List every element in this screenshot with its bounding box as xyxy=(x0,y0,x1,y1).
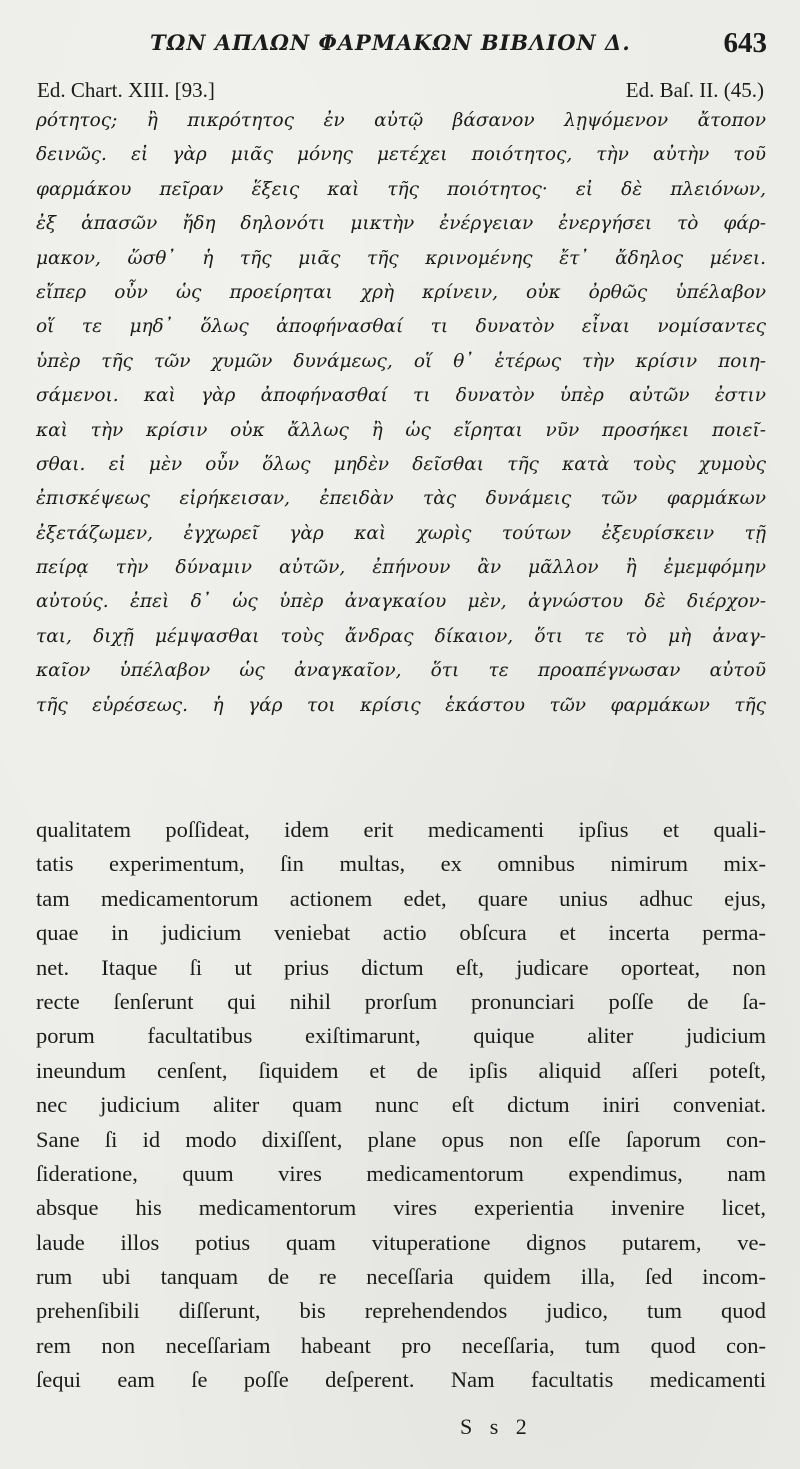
latin-line: rum ubi tanquam de re neceſſaria quidem illa, ſed incom- xyxy=(36,1264,766,1290)
latin-line: tatis experimentum, ſin multas, ex omnibus nimirum mix- xyxy=(36,851,766,877)
latin-line: rem non neceſſariam habeant pro neceſſaria, tum quod con- xyxy=(36,1332,766,1358)
greek-line: καῖον ὑπέλαβον ὡς ἀναγκαῖον, ὅτι τε προαπέγνωσαν αὐτοῦ xyxy=(36,660,766,682)
greek-line: ὑπὲρ τῆς τῶν χυμῶν δυνάμεως, οἵ θ᾽ ἑτέρως τὴν κρίσιν ποιη- xyxy=(36,350,766,372)
greek-line: ἐξετάζωμεν, ἐγχωρεῖ γὰρ καὶ χωρὶς τούτων ἐξευρίσκειν τῇ xyxy=(36,522,766,544)
edition-reference-right: Ed. Baſ. II. (45.) xyxy=(625,78,764,102)
latin-line: laude illos potius quam vituperatione dignos putarem, ve- xyxy=(36,1229,766,1255)
greek-text-block xyxy=(36,104,766,723)
latin-line: recte ſenſerunt qui nihil prorſum pronunciari poſſe de ſa- xyxy=(36,988,766,1014)
page-number: 643 xyxy=(723,27,767,59)
greek-line: μακον, ὥσθ᾽ ἡ τῆς μιᾶς τῆς κρινομένης ἔτ᾽ ἄδηλος μένει. xyxy=(36,247,766,269)
greek-line: ἐπισκέψεως εἰρήκεισαν, ἐπειδὰν τὰς δυνάμεις τῶν φαρμάκων xyxy=(36,488,766,510)
greek-line: οἵ τε μηδ᾽ ὅλως ἀποφήνασθαί τι δυνατὸν εἶναι νομίσαντες xyxy=(36,316,766,338)
latin-line: ineundum cenſent, ſiquidem et de ipſis aliquid aſſeri poteſt, xyxy=(36,1057,766,1083)
latin-line: net. Itaque ſi ut prius dictum eſt, judicare oporteat, non xyxy=(36,954,766,980)
latin-line: qualitatem poſſideat, idem erit medicamenti ipſius et quali- xyxy=(36,817,766,842)
latin-line: prehenſibili diſſerunt, bis reprehendendos judico, tum quod xyxy=(36,1298,766,1324)
latin-line: ſequi eam ſe poſſe deſperent. Nam facultatis medicamenti xyxy=(36,1367,766,1393)
latin-line: tam medicamentorum actionem edet, quare unius adhuc ejus, xyxy=(36,885,766,911)
greek-line: καὶ τὴν κρίσιν οὐκ ἄλλως ἢ ὡς εἴρηται νῦν προσήκει ποιεῖ- xyxy=(36,419,766,441)
latin-line: porum facultatibus exiſtimarunt, quique aliter judicium xyxy=(36,1023,766,1049)
latin-line: Sane ſi id modo dixiſſent, plane opus non eſſe ſaporum con- xyxy=(36,1126,766,1152)
latin-line: nec judicium aliter quam nunc eſt dictum iniri conveniat. xyxy=(36,1092,766,1118)
greek-line: φαρμάκου πεῖραν ἕξεις καὶ τῆς ποιότητος· εἰ δὲ πλειόνων, xyxy=(36,178,766,200)
latin-text-block xyxy=(36,813,766,1398)
running-title: ΤΩΝ ΑΠΛΩΝ ΦΑΡΜΑΚΩΝ ΒΙΒΛΙΟΝ Δ. xyxy=(150,30,631,55)
signature-mark: S s 2 xyxy=(460,1414,533,1439)
greek-line: σάμενοι. καὶ γὰρ ἀποφήνασθαί τι δυνατὸν ὑπὲρ αὐτῶν ἐστιν xyxy=(36,385,766,407)
latin-line: absque his medicamentorum vires experientia invenire licet, xyxy=(36,1195,766,1221)
edition-reference-left: Ed. Chart. XIII. [93.] xyxy=(37,78,215,102)
greek-line: ται, διχῇ μέμψασθαι τοὺς ἄνδρας δίκαιον, ὅτι τε τὸ μὴ ἀναγ- xyxy=(36,625,766,647)
greek-line: δεινῶς. εἰ γὰρ μιᾶς μόνης μετέχει ποιότητος, τὴν αὐτὴν τοῦ xyxy=(36,144,766,166)
greek-line: τῆς εὑρέσεως. ἡ γάρ τοι κρίσις ἑκάστου τῶν φαρμάκων τῆς xyxy=(36,694,766,716)
greek-line: ἐξ ἁπασῶν ἤδη δηλονότι μικτὴν ἐνέργειαν ἐνεργήσει τὸ φάρ- xyxy=(36,213,766,235)
greek-line: ρότητος; ἢ πικρότητος ἐν αὐτῷ βάσανον λῃψόμενον ἄτοπον xyxy=(36,110,766,131)
greek-line: σθαι. εἰ μὲν οὖν ὅλως μηδὲν δεῖσθαι τῆς κατὰ τοὺς χυμοὺς xyxy=(36,453,766,475)
greek-line: πείρᾳ τὴν δύναμιν αὐτῶν, ἐπήνουν ἂν μᾶλλον ἢ ἐμεμφόμην xyxy=(36,557,766,579)
latin-line: quae in judicium veniebat actio obſcura et incerta perma- xyxy=(36,920,766,946)
greek-line: εἴπερ οὖν ὡς προείρηται χρὴ κρίνειν, οὐκ ὀρθῶς ὑπέλαβον xyxy=(36,281,766,303)
latin-line: ſideratione, quum vires medicamentorum expendimus, nam xyxy=(36,1160,766,1186)
greek-line: αὐτούς. ἐπεὶ δ᾽ ὡς ὑπὲρ ἀναγκαίου μὲν, ἀγνώστου δὲ διέρχον- xyxy=(36,591,766,613)
